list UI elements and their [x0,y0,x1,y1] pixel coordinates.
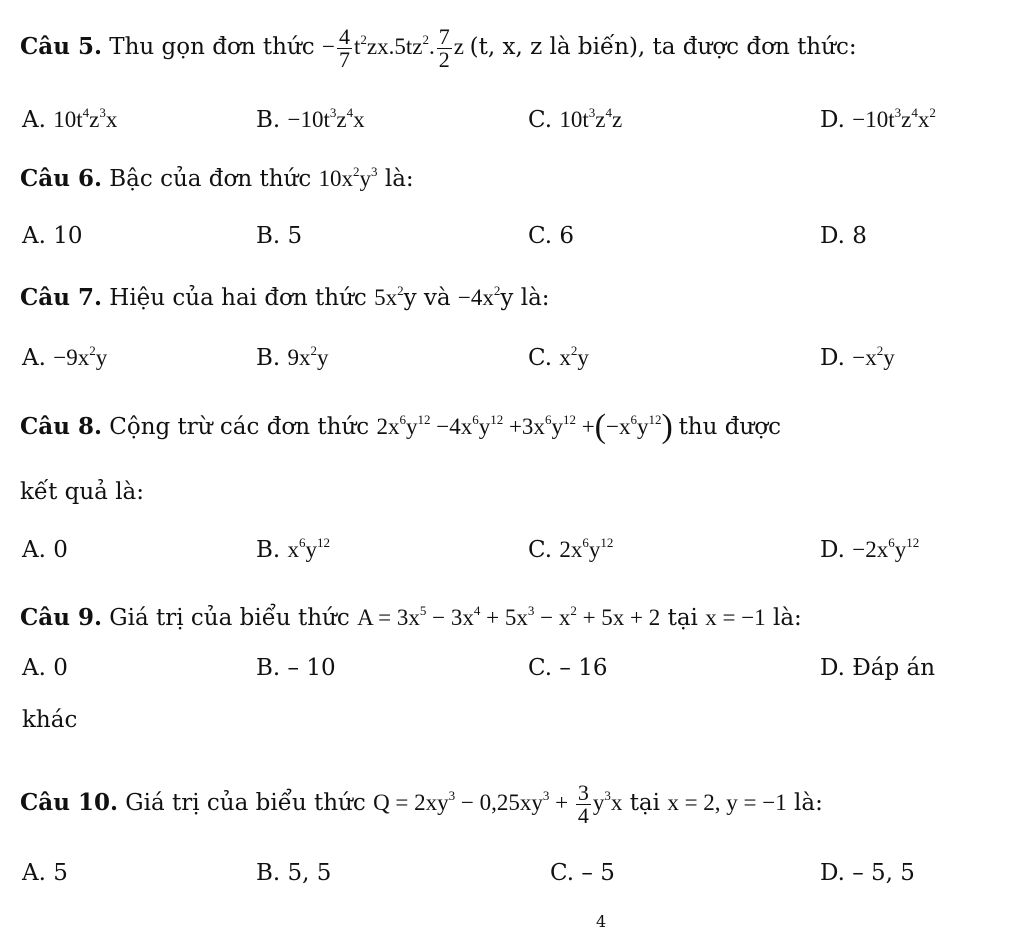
tai-text: tại [629,789,660,816]
q10-option-c: C. – 5 [550,860,615,886]
question-text-suffix: là: [384,166,414,192]
q7-option-b: B. $9x^2y$ [256,343,329,371]
question-label: Câu 8. [20,413,102,440]
question-text-suffix: là: [794,789,823,816]
expression-q: $Q = 2xy^3 - 0,25xy^3$ + $\frac{3}{4}$ $y^3x$ [373,780,623,828]
page-number: 4 [596,912,607,931]
monomial-sum-expression: $2x^6y^{12} -4x^6y^{12} +3x^6y^{12} +(-x^6y^{12})$ [376,408,673,445]
monomial-expression: $10x^2y^3$ [318,164,378,191]
q8-option-a: A. 0 [22,537,68,563]
question-text-suffix: là: [772,605,802,631]
condition: x = 2, y = −1 [667,789,787,815]
question-label: Câu 7. [20,284,102,311]
q6-option-c: C. 6 [528,223,575,249]
monomial-2: $-4x^2$ [457,283,501,310]
q10-option-d: D. – 5, 5 [820,860,915,886]
question-label: Câu 6. [20,165,102,192]
q7-option-d: D. $-x^2y$ [820,343,895,371]
q8-option-c: C. $2x^6y^{12}$ [528,535,614,563]
question-text-suffix: y là: [500,285,550,311]
question-text-suffix: thu được [678,414,782,440]
question-5 [20,26,857,71]
question-text-suffix: (t, x, z là biến), ta được đơn thức: [469,33,857,60]
question-label: Câu 10. [20,788,118,816]
question-text: Hiệu của hai đơn thức [109,285,367,311]
connector-text: y và [403,285,451,311]
question-10 [20,782,823,827]
monomial-expression: − $\frac{4}{7}$ $t^2zx.5tz^2$. $\frac{7}{2}$ z [322,24,464,72]
question-text: Bậc của đơn thức [109,166,312,192]
tai-text: tại [667,605,698,631]
q6-option-b: B. 5 [256,223,303,249]
question-text: Thu gọn đơn thức [109,33,315,60]
q5-option-c: C. $10t^3z^4z$ [528,105,623,133]
question-9 [20,603,802,633]
question-8 [20,408,782,445]
q7-option-a: A. $-9x^2y$ [22,343,108,371]
question-label: Câu 5. [20,32,102,60]
question-text: Giá trị của biểu thức [109,605,350,631]
q9-option-c: C. – 16 [528,655,608,681]
q9-option-d-line2: khác [22,707,78,733]
q8-option-d: D. $-2x^6y^{12}$ [820,535,920,563]
q5-option-d: D. $-10t^3z^4x^2$ [820,105,936,133]
question-6 [20,164,414,194]
question-text: Cộng trừ các đơn thức [109,414,370,440]
question-label: Câu 9. [20,604,102,631]
monomial-1: $5x^2$ [374,283,404,310]
question-7 [20,283,550,313]
q7-option-c: C. $x^2y$ [528,343,589,371]
q9-option-b: B. – 10 [256,655,336,681]
polynomial-expression: $A = 3x^5 - 3x^4 + 5x^3 - x^2 + 5x + 2$ [357,603,661,630]
q8-option-b: B. $x^6y^{12}$ [256,535,331,563]
q5-option-a: A. $10t^4z^3x$ [22,105,118,133]
q6-option-a: A. 10 [22,223,83,249]
q9-option-a: A. 0 [22,655,68,681]
condition: x = −1 [705,605,766,630]
q5-option-b: B. $-10t^3z^4x$ [256,105,365,133]
question-text: Giá trị của biểu thức [125,789,366,816]
q10-option-a: A. 5 [22,860,68,886]
q6-option-d: D. 8 [820,223,867,249]
question-8-line2: kết quả là: [20,479,145,505]
q10-option-b: B. 5, 5 [256,860,332,886]
q9-option-d: D. Đáp án [820,655,936,681]
